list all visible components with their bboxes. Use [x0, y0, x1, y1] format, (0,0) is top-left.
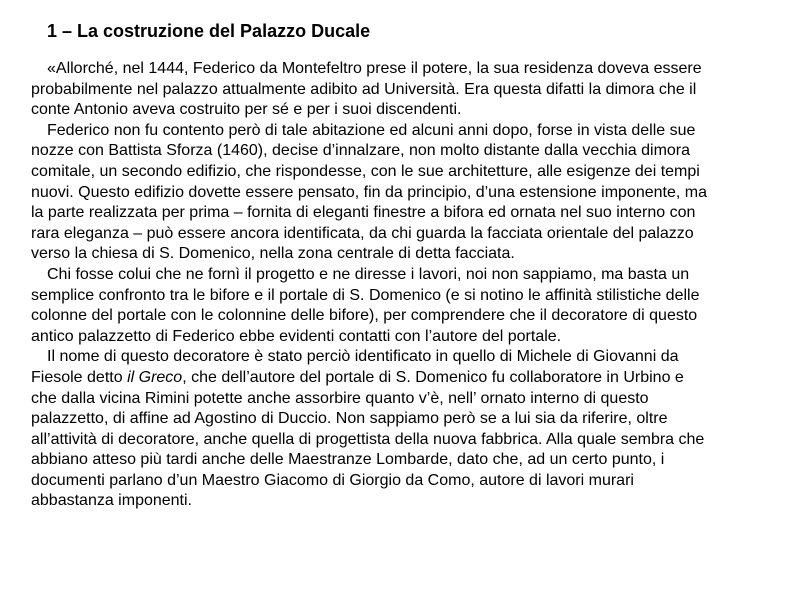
text-line: antico palazzetto di Federico ebbe evidenti contatti con l’autore del portale.	[31, 327, 562, 345]
text-segment: , che dell’autore del portale di S. Domenico fu collaboratore in Urbino e	[182, 368, 684, 386]
document-title: 1 – La costruzione del Palazzo Ducale	[47, 21, 371, 41]
text-line: abbiano atteso più tardi anche delle Maestranze Lombarde, dato che, ad un certo punto, i	[31, 451, 665, 469]
text-line: abbastanza imponenti.	[31, 492, 192, 510]
text-line: verso la chiesa di S. Domenico, nella zona centrale di detta facciata.	[31, 245, 515, 263]
text-line: la parte realizzata per prima – fornita di eleganti finestre a bifora ed ornata nel suo interno con	[31, 204, 696, 222]
text-line: Chi fosse colui che ne fornì il progetto e ne diresse i lavori, noi non sappiamo, ma basta un	[47, 265, 690, 283]
text-line: nuovi. Questo edifizio dovette essere pensato, fin da principio, d’una estensione imponente, ma	[31, 183, 707, 201]
text-line: all’attività di decoratore, anche quella di progettista della nuova fabbrica. Alla quale sembra che	[31, 430, 705, 448]
text-line	[31, 368, 786, 389]
text-line: conte Antonio aveva costruito per sé e per i suoi discendenti.	[31, 101, 462, 119]
text-line: colonne del portale con le colonnine delle bifore), per comprendere che il decoratore di questo	[31, 307, 698, 325]
text-segment: Fiesole detto	[31, 368, 128, 386]
text-line: Federico non fu contento però di tale abitazione ed alcuni anni dopo, forse in vista delle sue	[47, 121, 696, 139]
italic-segment: il Greco	[127, 368, 183, 386]
text-line: nozze con Battista Sforza (1460), decise d’innalzare, non molto distante dalla vecchia dimora	[31, 142, 691, 160]
text-line: palazzetto, di affine ad Agostino di Duccio. Non sappiamo però se a lui sia da riferire, oltre	[31, 410, 668, 428]
document-page	[31, 18, 786, 512]
text-line: rara eleganza – può essere ancora identificata, da chi guarda la facciata orientale del palazzo	[31, 224, 694, 242]
text-line: «Allorché, nel 1444, Federico da Montefeltro prese il potere, la sua residenza doveva essere	[47, 60, 702, 77]
text-line: Il nome di questo decoratore è stato perciò identificato in quello di Michele di Giovanni da	[47, 348, 679, 366]
text-line: comitale, un secondo edifizio, che rispondesse, con le sue architetture, alle esigenze dei tempi	[31, 162, 700, 180]
text-line: probabilmente nel palazzo attualmente adibito ad Università. Era questa difatti la dimora che il	[31, 80, 697, 98]
document-body	[31, 59, 786, 512]
text-line: documenti parlano d’un Maestro Giacomo di Giorgio da Como, autore di lavori murari	[31, 471, 634, 489]
text-line: che dalla vicina Rimini potette anche assorbire quanto v’è, nell’ ornato interno di questo	[31, 389, 649, 407]
text-line: semplice confronto tra le bifore e il portale di S. Domenico (e si notino le affinità stilistiche delle	[31, 286, 700, 304]
